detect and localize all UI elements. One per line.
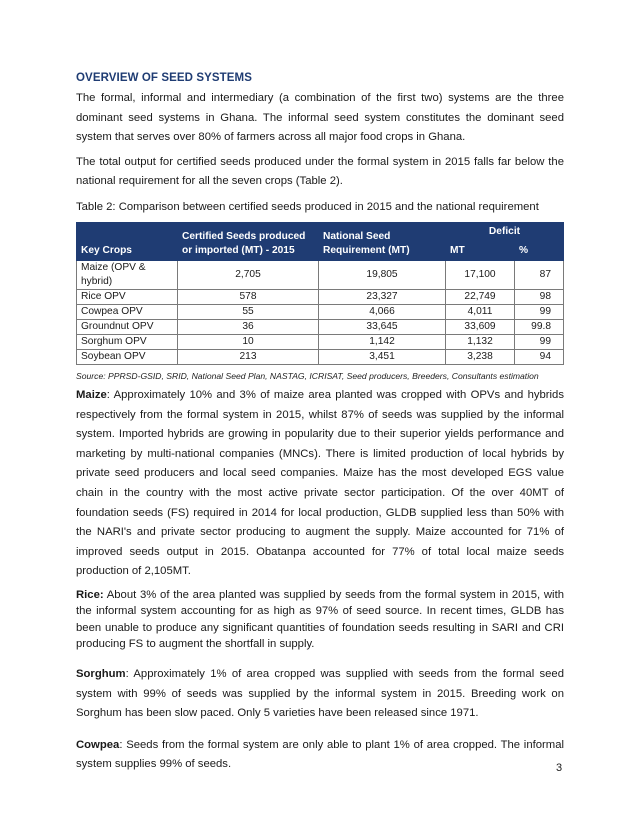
crop-cell: Cowpea OPV [77,304,178,319]
certified-cell: 2,705 [178,260,319,289]
sorghum-paragraph [76,665,564,724]
national-cell: 19,805 [319,260,446,289]
crop-cell: Sorghum OPV [77,334,178,349]
header-deficit: Deficit [446,222,564,241]
national-cell: 33,645 [319,319,446,334]
national-cell: 3,451 [319,349,446,364]
page-number: 3 [556,762,563,774]
maize-label: Maize [76,388,107,401]
section-heading: OVERVIEW OF SEED SYSTEMS [76,72,253,84]
header-key-crops: Key Crops [77,222,178,260]
rice-label: Rice: [76,588,104,601]
cowpea-paragraph [76,736,564,775]
table-row [77,289,564,304]
certified-cell: 213 [178,349,319,364]
table-header-row-1 [77,222,564,241]
deficit-pct-cell: 99.8 [515,319,564,334]
header-pct: % [515,241,564,260]
deficit-pct-cell: 99 [515,334,564,349]
crop-cell: Groundnut OPV [77,319,178,334]
deficit-mt-cell: 22,749 [446,289,515,304]
deficit-pct-cell: 87 [515,260,564,289]
table-row [77,319,564,334]
deficit-mt-cell: 3,238 [446,349,515,364]
table-row [77,304,564,319]
table-row [77,349,564,364]
intro-paragraph-2: The total output for certified seeds produced under the formal system in 2015 falls far below the national requirement for all the seven crops (Table 2). [76,155,564,188]
sorghum-text: : Approximately 1% of area cropped was supplied with seeds from the formal seed system with 99% of seeds was supplied by the informal system in 2015. Breeding work on Sorghum has been slow paced. Only 5 varieties have been released since 1971. [76,667,564,720]
intro-paragraph-1: The formal, informal and intermediary (a combination of the first two) systems are the three dominant seed systems in Ghana. The informal seed system constitutes the dominant seed system that serves over 80% of farmers across all major food crops in Ghana. [76,92,564,144]
rice-paragraph [76,587,564,653]
certified-cell: 55 [178,304,319,319]
deficit-pct-cell: 98 [515,289,564,304]
national-cell: 23,327 [319,289,446,304]
document-page [76,72,564,775]
certified-cell: 36 [178,319,319,334]
crop-cell: Maize (OPV & hybrid) [77,260,178,289]
header-national: National Seed Requirement (MT) [319,222,446,260]
deficit-pct-cell: 99 [515,304,564,319]
cowpea-label: Cowpea [76,738,120,751]
table-source-note: Source: PPRSD-GSID, SRID, National Seed Plan, NASTAG, ICRISAT, Seed producers, Breeders, Consultants estimation [76,370,539,381]
deficit-mt-cell: 33,609 [446,319,515,334]
cowpea-text: : Seeds from the formal system are only able to plant 1% of area cropped. The informal system supplies 99% of seeds. [76,738,564,771]
certified-cell: 578 [178,289,319,304]
rice-text: About 3% of the area planted was supplied by seeds from the formal system in 2015, with the informal system accounting for as high as 97% of seed source. In recent times, GLDB has been unable to produce any significant quantities of foundation seeds resulting in SARI and CRI producing FS to augment the shortfall in supply. [76,588,564,651]
table-row [77,260,564,289]
deficit-mt-cell: 4,011 [446,304,515,319]
national-cell: 4,066 [319,304,446,319]
crop-cell: Rice OPV [77,289,178,304]
sorghum-label: Sorghum [76,667,126,680]
header-mt: MT [446,241,515,260]
deficit-pct-cell: 94 [515,349,564,364]
table-caption: Table 2: Comparison between certified seeds produced in 2015 and the national requirement [76,200,539,213]
maize-paragraph [76,386,564,582]
seed-comparison-table [76,222,564,365]
national-cell: 1,142 [319,334,446,349]
certified-cell: 10 [178,334,319,349]
deficit-mt-cell: 1,132 [446,334,515,349]
maize-text: : Approximately 10% and 3% of maize area planted was cropped with OPVs and hybrids respectively from the formal system in 2015, whilst 87% of seeds was supplied by the informal system. Imported hybrids are growing in popularity due to their superior yields performance and marketing by multi-national companies (MNCs). There is limited production of local hybrids by private seed producers and local seed companies. Maize has the most developed EGS value chain in the country with the most active private sector participation. Of the over 40MT of foundation seeds (FS) required in 2014 for local production, GLDB supplied less than 50% with the NARI's and private sector producing to augment the supply. Maize accounted for 71% of improved seeds output in 2015. Obatanpa accounted for 77% of total local maize seeds production of 2,105MT. [76,388,564,578]
header-certified: Certified Seeds produced or imported (MT) - 2015 [178,222,319,260]
deficit-mt-cell: 17,100 [446,260,515,289]
table-row [77,334,564,349]
crop-cell: Soybean OPV [77,349,178,364]
